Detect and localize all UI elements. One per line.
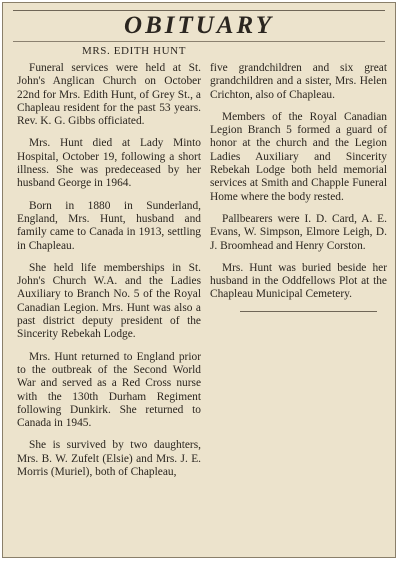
paragraph-burial: Mrs. Hunt was buried beside her husband in the Oddfellows Plot at the Chapleau Municipal Cemetery. [210,261,387,301]
paragraph-birth: Born in 1880 in Sunderland, England, Mrs. Hunt, husband and family came to Canada in 1913, settling in Chapleau. [17,199,201,252]
deceased-name-heading: MRS. EDITH HUNT [81,45,187,57]
title-rule [13,41,385,42]
paragraph-memberships: She held life memberships in St. John's Church W.A. and the Ladies Auxiliary to Branch No. 5 of the Royal Canadian Legion. Mrs. Hunt was also a past district deputy president of the Sincerity Rebekah Lodge. [17,261,201,341]
top-rule [13,10,385,11]
newspaper-clipping [2,2,396,558]
paragraph-death: Mrs. Hunt died at Lady Minto Hospital, October 19, following a short illness. She was predeceased by her husband George in 1964. [17,137,201,190]
page-title: OBITUARY [124,12,274,39]
paragraph-funeral: Funeral services were held at St. John's Anglican Church on October 22nd for Mrs. Edith Hunt, of Grey St., a Chapleau resident for the past 53 years. Rev. K. G. Gibbs officiated. [17,62,201,128]
paragraph-pallbearers: Pallbearers were I. D. Card, A. E. Evans, W. Simpson, Elmore Leigh, D. J. Broomhead and Henry Corston. [210,212,387,252]
paragraph-guard-of-honor: Members of the Royal Canadian Legion Branch 5 formed a guard of honor at the church and the Legion Ladies Auxiliary and Sincerity Rebekah Lodge both held memorial services at Smith and Chapple Funeral Home where the body rested. [210,110,387,203]
left-column [17,62,201,488]
paragraph-survivors: She is survived by two daughters, Mrs. B. W. Zufelt (Elsie) and Mrs. J. E. Morris (Muriel), both of Chapleau, [17,439,201,479]
right-column [210,62,387,312]
paragraph-survivors-continued: five grandchildren and six great grandchildren and a sister, Mrs. Helen Crichton, also of Chapleau. [210,62,387,101]
paragraph-war-service: Mrs. Hunt returned to England prior to the outbreak of the Second World War and served as a Red Cross nurse with the 130th Durham Regiment following Dunkirk. She returned to Canada in 1945. [17,350,201,430]
end-rule [240,311,377,312]
